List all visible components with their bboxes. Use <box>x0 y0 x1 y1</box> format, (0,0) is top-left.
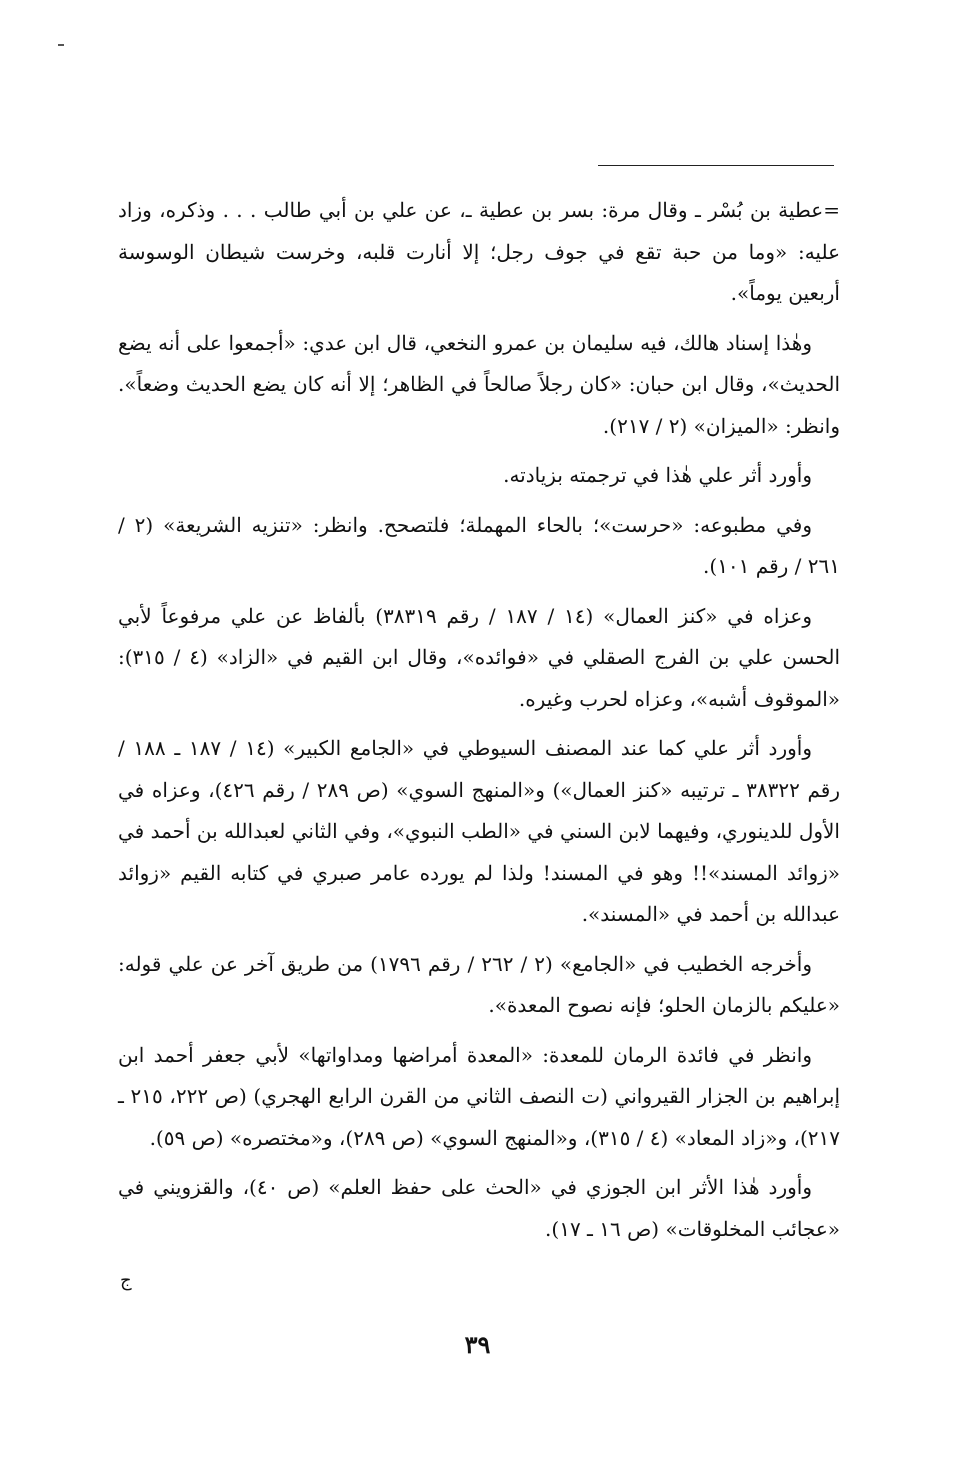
footnote-paragraph: =عطية بن بُسْر ـ وقال مرة: بسر بن عطية ـ، عن علي بن أبي طالب . . . وذكره، وزاد عليه: «وما من حبة تقع في جوف رجل؛ إلا أنارت قلبه، وخرست شيطان الوسوسة أربعين يوماً». <box>118 198 841 305</box>
footnote-paragraph: وأورد هٰذا الأثر ابن الجوزي في «الحث على حفظ العلم» (ص ٤٠)، والقزويني في «عجائب المخلوقات» (ص ١٦ ـ ١٧). <box>118 1175 840 1241</box>
footnote-paragraph: وفي مطبوعه: «حرست»؛ بالحاء المهملة؛ فلتصحح. وانظر: «تنزيه الشريعة» (٢ / ٢٦١ / رقم ١٠١). <box>118 512 840 578</box>
footnote-separator <box>598 165 834 166</box>
footnote-paragraph: وانظر في فائدة الرمان للمعدة: «المعدة أمراضها ومداواتها» لأبي جعفر أحمد ابن إبراهيم بن الجزار القيرواني (ت النصف الثاني من القرن الرابع الهجري) (ص ٢٢٢، ٢١٥ ـ ٢١٧)، و«زاد المعاد» (٤ / ٣١٥)، و«المنهج السوي» (ص ٢٨٩)، و«مختصره» (ص ٥٩). <box>118 1042 841 1150</box>
signature-mark: ج <box>120 1270 132 1291</box>
scan-speck <box>58 44 64 46</box>
footnote-paragraph: وعزاه في «كنز العمال» (١٤ / ١٨٧ / رقم ٣٨٣١٩) بألفاظ عن علي مرفوعاً لأبي الحسن علي بن الفرج الصقلي في «فوائده»، وقال ابن القيم في «الزاد» (٤ / ٣١٥): «الموقوف أشبه»، وعزاه لحرب وغيره. <box>118 603 841 711</box>
footnote-paragraph: وهٰذا إسناد هالك، فيه سليمان بن عمرو النخعي، قال ابن عدي: «أجمعوا على أنه يضع الحديث»، وقال ابن حبان: «كان رجلاً صالحاً في الظاهر؛ إلا أنه كان يضع الحديث وضعاً». وانظر: «الميزان» (٢ / ٢١٧). <box>118 330 840 438</box>
footnote-paragraph: وأخرجه الخطيب في «الجامع» (٢ / ٢٦٢ / رقم ١٧٩٦) من طريق آخر عن علي قوله: «عليكم بالزمان الحلو؛ فإنه نصوح المعدة». <box>118 951 840 1017</box>
footnote-paragraph: وأورد أثر علي كما عند المصنف السيوطي في «الجامع الكبير» (١٤ / ١٨٧ ـ ١٨٨ / رقم ٣٨٣٢٢ ـ ترتيبه «كنز العمال») و«المنهج السوي» (ص ٢٨٩ / رقم ٤٢٦)، وعزاه في الأول للدينوري، وفيهما لابن السني في «الطب النبوي»، وفي الثاني لعبدالله بن أحمد في «زوائد المسند»!! وهو في المسند! ولذا لم يورده عامر صبري في كتابه القيم «زوائد عبدالله بن أحمد في «المسند». <box>118 736 840 926</box>
footnote-text <box>118 190 840 1258</box>
page-number: ٣٩ <box>464 1330 491 1359</box>
footnote-paragraph: وأورد أثر علي هٰذا في ترجمته بزيادته. <box>503 463 812 487</box>
